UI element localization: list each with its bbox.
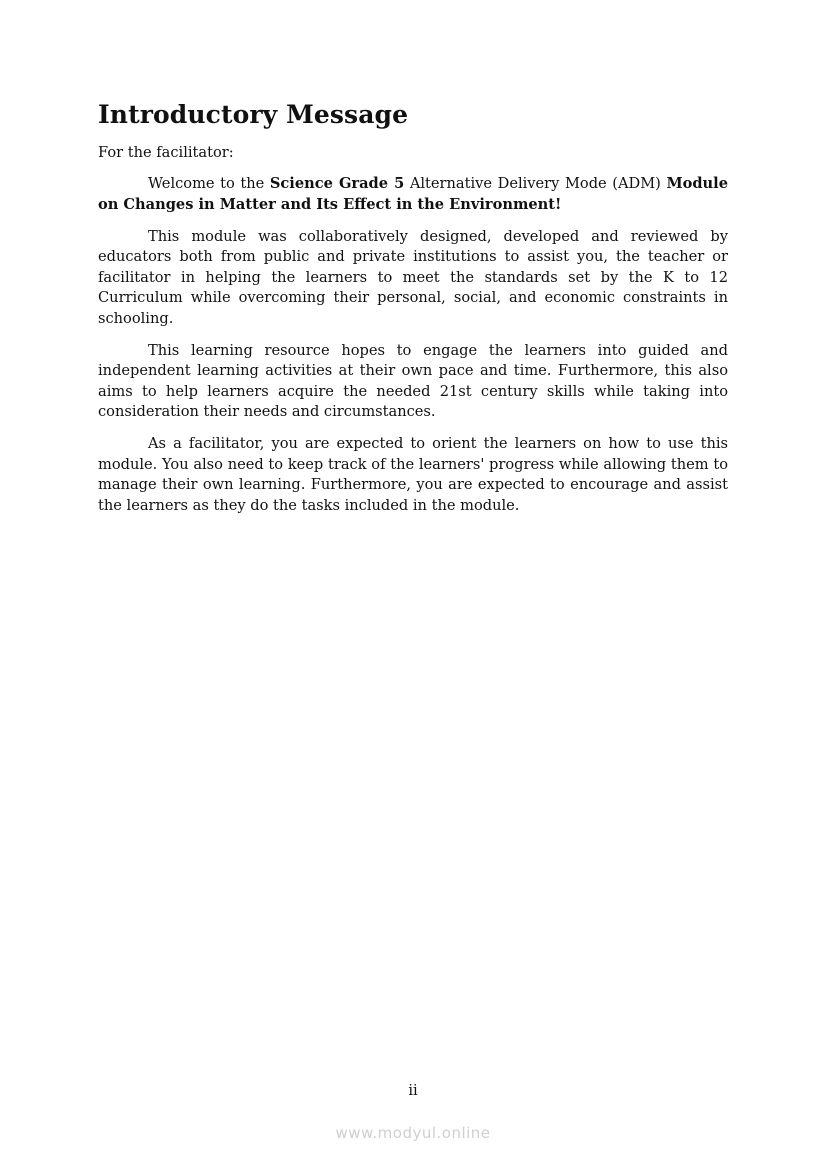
watermark: www.modyul.online: [335, 1124, 491, 1142]
salutation: For the facilitator:: [98, 144, 234, 161]
module-design-paragraph: This module was collaboratively designed, developed and reviewed by educators both from public and private institutions to assist you, the teacher or facilitator in helping the learners to meet the standards set by the K to 12 Curriculum while overcoming their personal, social, and economic constraints in schooling.: [98, 227, 728, 327]
welcome-mid-text: Alternative Delivery Mode (ADM): [404, 175, 667, 192]
learning-resource-paragraph: This learning resource hopes to engage the learners into guided and independent learning activities at their own pace and time. Furthermore, this also aims to help learners acquire the needed 21st century skills while taking into consideration their needs and circumstances.: [98, 341, 728, 420]
body-text: [98, 174, 728, 528]
welcome-lead-text: Welcome to the: [148, 175, 270, 192]
page-number: ii: [408, 1082, 418, 1099]
module-title: Module on Changes in Matter and Its Effect in the Environment!: [98, 175, 728, 213]
facilitator-role-paragraph: As a facilitator, you are expected to orient the learners on how to use this module. You also need to keep track of the learners' progress while allowing them to manage their own learning. Furthermore, you are expected to encourage and assist the learners as they do the tasks included in the module.: [98, 435, 728, 514]
page-title: Introductory Message: [98, 100, 409, 129]
subject-title: Science Grade 5: [269, 175, 405, 192]
welcome-paragraph: [98, 174, 728, 215]
